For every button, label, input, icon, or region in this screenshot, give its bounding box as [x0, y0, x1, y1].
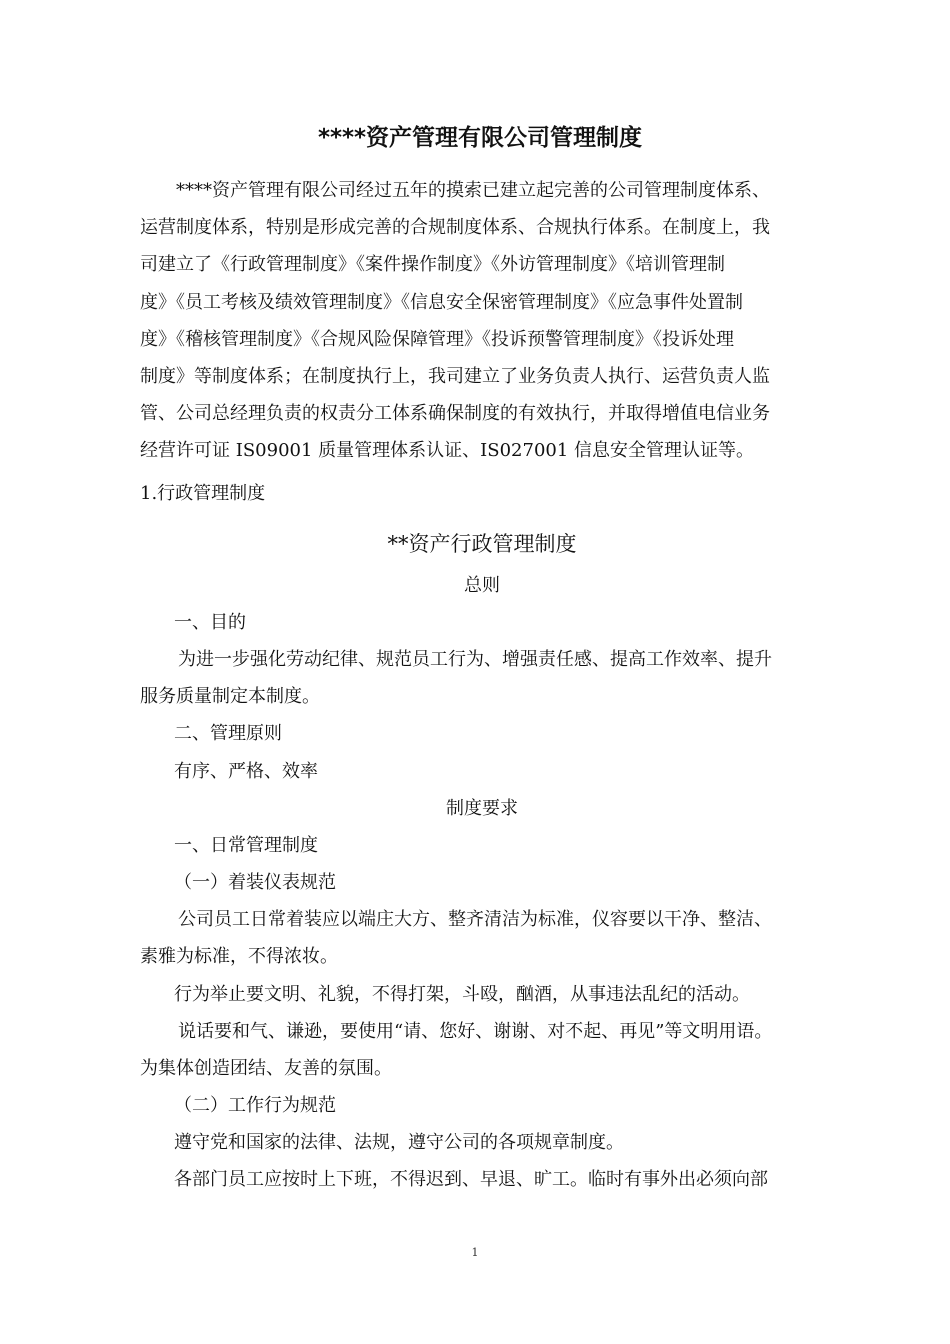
intro-line: 司建立了《行政管理制度》《案件操作制度》《外访管理制度》《培训管理制	[140, 254, 725, 276]
section-heading-admin: 1.行政管理制度	[140, 483, 266, 504]
intro-paragraph	[140, 172, 824, 470]
speech-line: 说话要和气、谦逊，要使用“请、您好、谢谢、对不起、再见”等文明用语。	[178, 1021, 773, 1042]
attendance-line: 各部门员工应按时上下班，不得迟到、早退、旷工。临时有事外出必须向部	[174, 1169, 768, 1190]
document-title: ****资产管理有限公司管理制度	[317, 125, 643, 151]
daily-heading: 一、日常管理制度	[174, 835, 318, 856]
sub-title: **资产行政管理制度	[387, 532, 577, 556]
intro-line: ****资产管理有限公司经过五年的摸索已建立起完善的公司管理制度体系、	[176, 180, 770, 201]
dress-line: 公司员工日常着装应以端庄大方、整齐清洁为标准，仪容要以干净、整洁、	[178, 909, 772, 930]
principle-heading: 二、管理原则	[174, 723, 282, 744]
principle-text: 有序、严格、效率	[174, 761, 318, 782]
dress-heading: （一）着装仪表规范	[174, 872, 336, 893]
dress-line: 素雅为标准，不得浓妆。	[140, 946, 338, 967]
page-number: 1	[471, 1246, 479, 1259]
intro-line: 制度》等制度体系；在制度执行上，我司建立了业务负责人执行、运营负责人监	[140, 365, 770, 387]
purpose-line: 服务质量制定本制度。	[140, 686, 320, 707]
requirements-heading: 制度要求	[446, 798, 518, 819]
speech-line: 为集体创造团结、友善的氛围。	[140, 1058, 392, 1079]
purpose-line: 为进一步强化劳动纪律、规范员工行为、增强责任感、提高工作效率、提升	[178, 649, 772, 670]
intro-line: 度》《稽核管理制度》《合规风险保障管理》《投诉预警管理制度》《投诉处理	[140, 328, 734, 350]
intro-line: 经营许可证 IS09001 质量管理体系认证、IS027001 信息安全管理认证等。	[140, 440, 755, 462]
law-line: 遵守党和国家的法律、法规，遵守公司的各项规章制度。	[174, 1132, 624, 1153]
behavior-line: 行为举止要文明、礼貌，不得打架，斗殴，酗酒，从事违法乱纪的活动。	[174, 984, 750, 1005]
intro-line: 管、公司总经理负责的权责分工体系确保制度的有效执行，并取得增值电信业务	[140, 403, 770, 425]
general-heading: 总则	[464, 575, 500, 596]
intro-line: 度》《员工考核及绩效管理制度》《信息安全保密管理制度》《应急事件处置制	[140, 291, 743, 313]
intro-line: 运营制度体系，特别是形成完善的合规制度体系、合规执行体系。在制度上，我	[140, 217, 770, 239]
work-heading: （二）工作行为规范	[174, 1095, 336, 1116]
purpose-heading: 一、目的	[174, 612, 246, 633]
